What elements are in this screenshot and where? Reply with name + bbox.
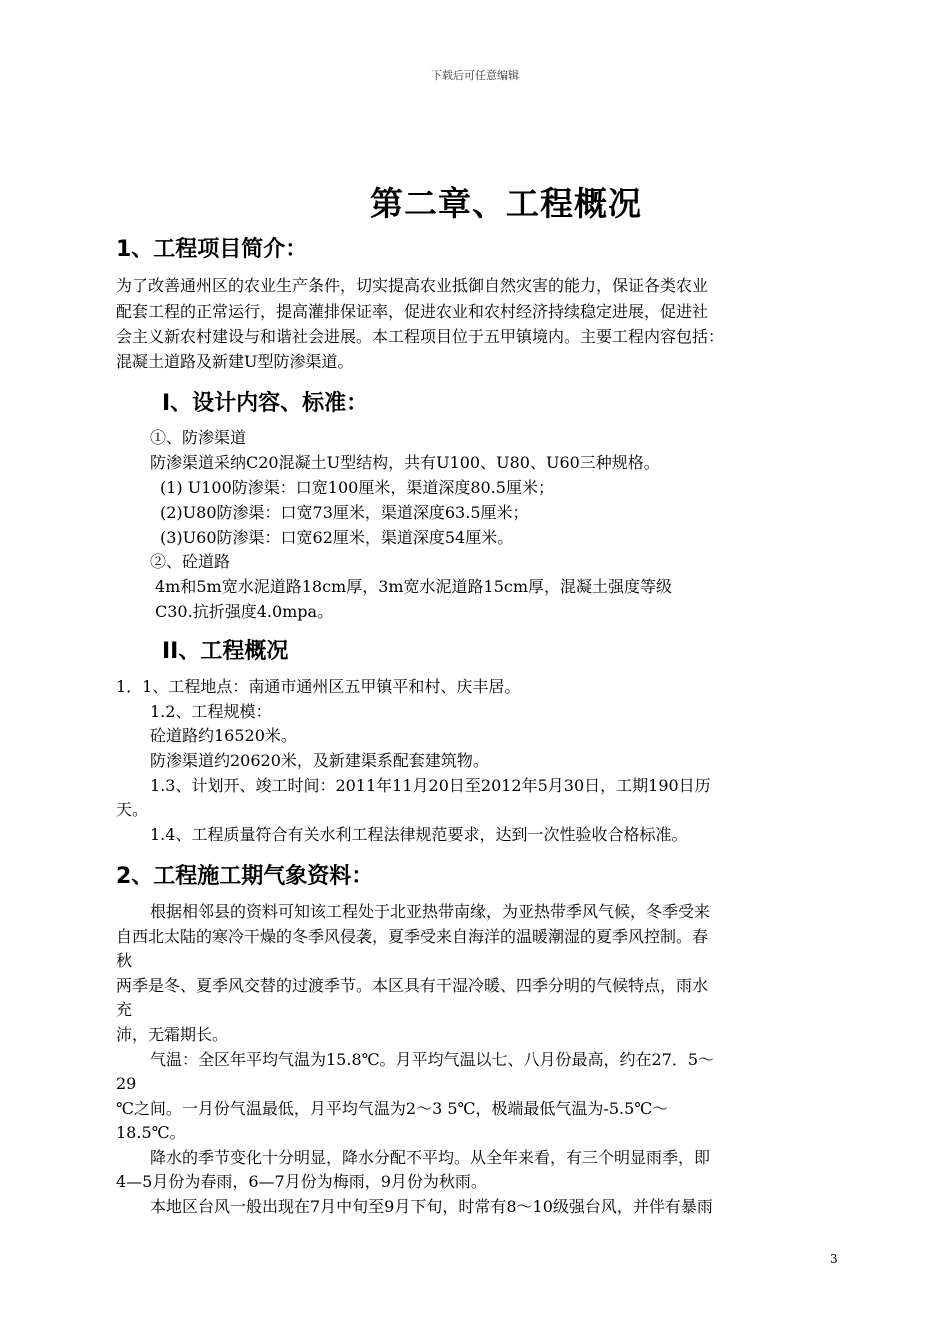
paragraph-line: 气温：全区年平均气温为15.8℃。月平均气温以七、八月份最高，约在27．5～ (150, 1050, 715, 1069)
section-II-heading: II、工程概况 (162, 639, 289, 664)
list-item: 1.2、工程规模： (150, 702, 272, 721)
paragraph-line: 降水的季节变化十分明显，降水分配不平均。从全年来看，有三个明显雨季，即 (150, 1148, 711, 1167)
list-item: 1.3、计划开、竣工时间：2011年11月20日至2012年5月30日，工期190日历 (150, 776, 711, 795)
list-item: ①、防渗渠道 (150, 428, 247, 447)
paragraph-line: 沛，无霜期长。 (116, 1025, 229, 1044)
paragraph-line: 本地区台风一般出现在7月中旬至9月下旬，时常有8～10级强台风，并伴有暴雨 (150, 1197, 713, 1216)
section-2-heading: 2、工程施工期气象资料： (116, 864, 374, 889)
list-item: 天。 (116, 800, 149, 819)
page-header: 下载后可任意编辑 (431, 69, 519, 82)
paragraph-line: 自西北太陆的寒冷干燥的冬季风侵袭，夏季受来自海洋的温暖潮湿的夏季风控制。春 (116, 927, 709, 946)
paragraph-line: 根据相邻县的资料可知该工程处于北亚热带南缘，为亚热带季风气候，冬季受来 (150, 902, 711, 921)
chapter-title: 第二章、工程概况 (370, 184, 642, 223)
paragraph-line: 29 (116, 1074, 137, 1093)
list-item: (3)U60防渗渠：口宽62厘米，渠道深度54厘米。 (160, 528, 514, 547)
list-item: 防渗渠道约20620米，及新建渠系配套建筑物。 (150, 751, 489, 770)
list-item: 防渗渠道采纳C20混凝土U型结构，共有U100、U80、U60三种规格。 (150, 453, 660, 472)
paragraph-line: ℃之间。一月份气温最低，月平均气温为2～3 5℃，极端最低气温为-5.5℃～ (116, 1099, 669, 1118)
list-item: C30.抗折强度4.0mpa。 (155, 602, 334, 621)
list-item: (1) U100防渗渠：口宽100厘米，渠道深度80.5厘米； (160, 478, 554, 497)
paragraph-line: 为了改善通州区的农业生产条件，切实提高农业抵御自然灾害的能力，保证各类农业 (116, 276, 709, 295)
paragraph-line: 配套工程的正常运行，提高灌排保证率，促进农业和农村经济持续稳定进展，促进社 (116, 302, 709, 321)
list-item: 1.4、工程质量符合有关水利工程法律规范要求，达到一次性验收合格标准。 (150, 825, 688, 844)
list-item: 1．1、工程地点：南通市通州区五甲镇平和村、庆丰居。 (116, 677, 521, 696)
paragraph-line: 混凝土道路及新建U型防渗渠道。 (116, 352, 354, 371)
list-item: (2)U80防渗渠：口宽73厘米，渠道深度63.5厘米； (160, 503, 529, 522)
paragraph-line: 4—5月份为春雨，6—7月份为梅雨，9月份为秋雨。 (116, 1172, 487, 1191)
paragraph-line: 两季是冬、夏季风交替的过渡季节。本区具有干湿冷暖、四季分明的气候特点，雨水 (116, 976, 709, 995)
page-number: 3 (830, 1252, 838, 1266)
list-item: 4m和5m宽水泥道路18cm厚，3m宽水泥道路15cm厚，混凝土强度等级 (155, 577, 673, 596)
section-I-heading: I、设计内容、标准： (162, 391, 369, 416)
list-item: ②、砼道路 (150, 552, 231, 571)
list-item: 砼道路约16520米。 (150, 726, 297, 745)
paragraph-line: 充 (116, 1000, 133, 1019)
paragraph-line: 秋 (116, 951, 133, 970)
paragraph-line: 会主义新农村建设与和谐社会进展。本工程项目位于五甲镇境内。主要工程内容包括： (116, 327, 725, 346)
paragraph-line: 18.5℃。 (116, 1123, 186, 1142)
section-1-heading: 1、工程项目简介： (116, 237, 308, 262)
